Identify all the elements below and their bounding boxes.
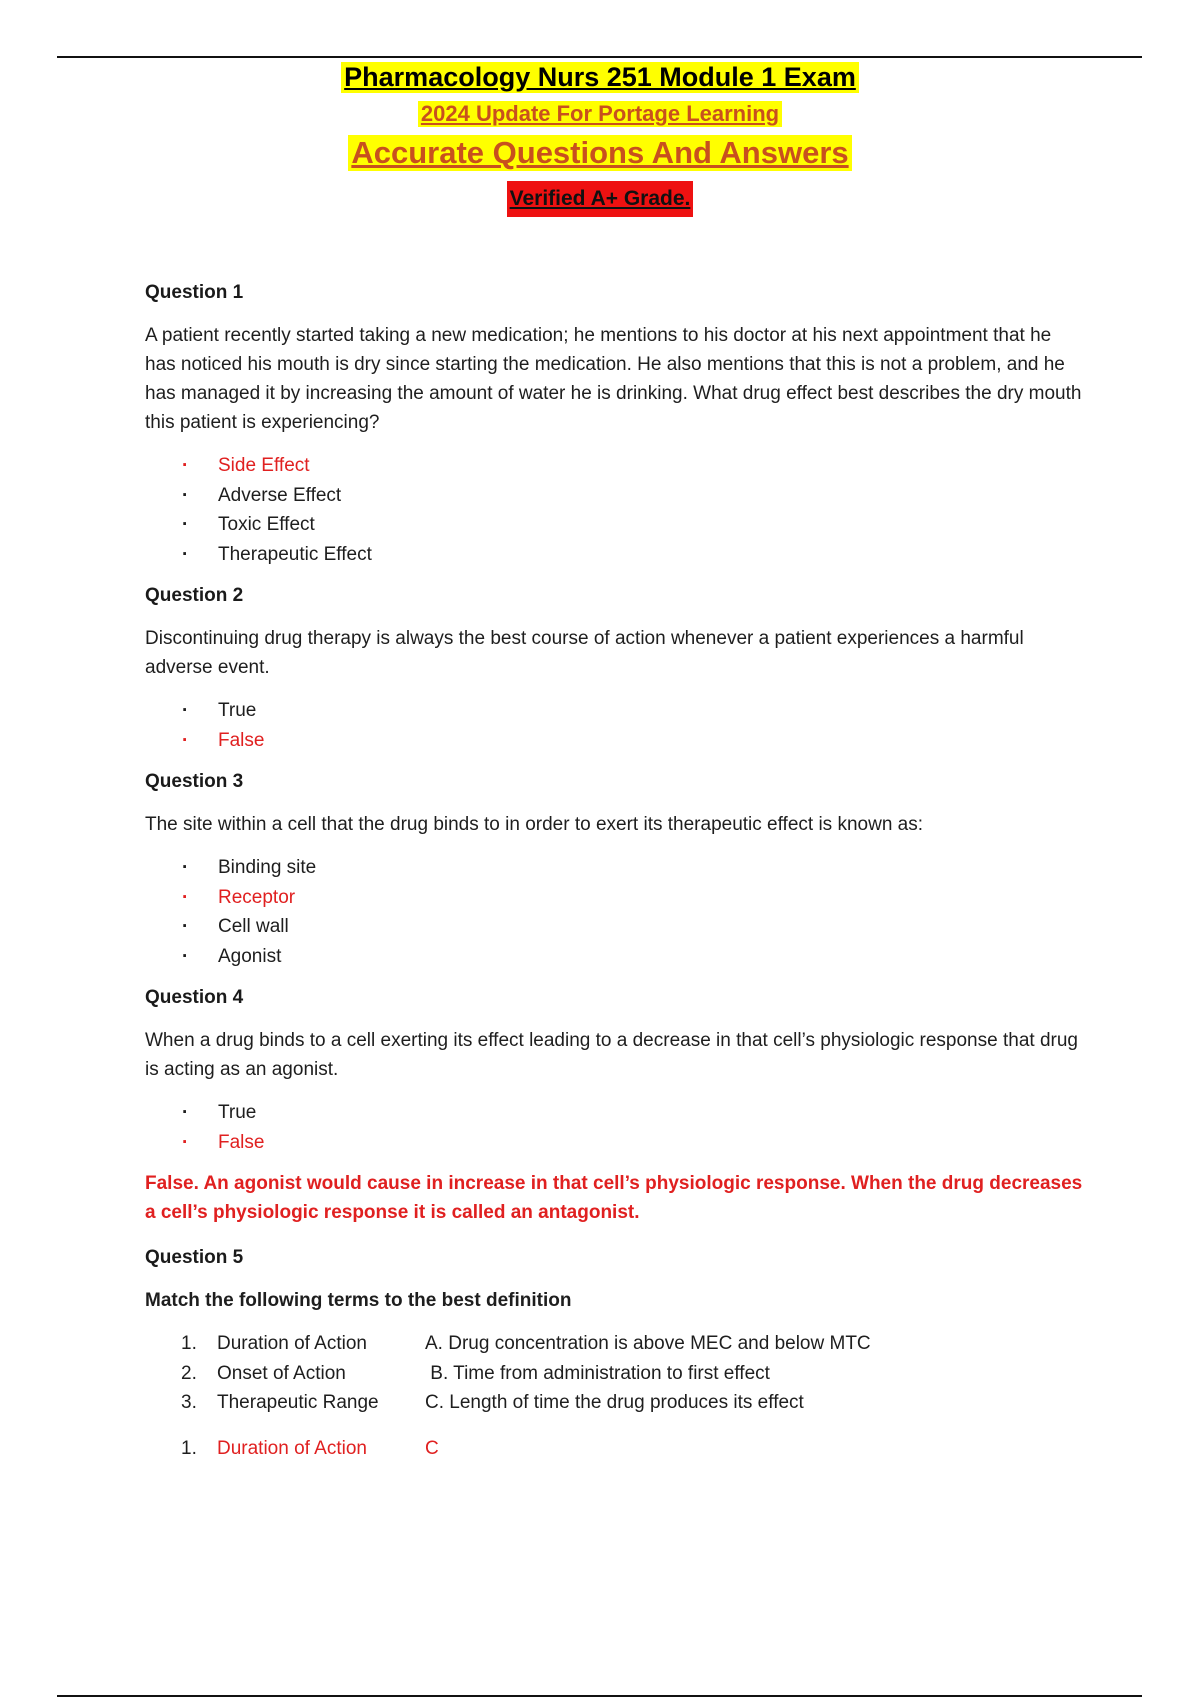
matching-answer (181, 1434, 1085, 1463)
option-correct: · False (145, 1128, 1085, 1158)
row-number: 3. (181, 1392, 197, 1413)
question-1-title: Question 1 (145, 282, 244, 303)
row-definition: B. Time from administration to first effect (425, 1362, 770, 1384)
answer-term: Duration of Action (217, 1437, 367, 1459)
question-1-text: A patient recently started taking a new medication; he mentions to his doctor at his next appointment that he has noticed his mouth is dry since starting the medication. He also mentions that this is not a problem, and he has managed it by increasing the amount of water he is drinking. What drug effect best describes the dry mouth this patient is experiencing? (145, 325, 1082, 433)
document-tagline: Accurate Questions And Answers (348, 135, 851, 171)
option: · Cell wall (145, 912, 1085, 942)
option-correct: · Side Effect (145, 451, 1085, 481)
bottom-rule (57, 1695, 1142, 1697)
matching-row (181, 1329, 871, 1359)
row-number: 1. (181, 1333, 197, 1354)
question-4-title: Question 4 (145, 987, 244, 1008)
document-subtitle: 2024 Update For Portage Learning (418, 101, 782, 127)
row-definition: A. Drug concentration is above MEC and below MTC (425, 1333, 871, 1354)
option: · Binding site (145, 853, 1085, 883)
top-rule (57, 56, 1142, 58)
row-term: Therapeutic Range (217, 1392, 379, 1413)
option: · Adverse Effect (145, 481, 1085, 511)
matching-table (181, 1329, 871, 1418)
question-3-options (145, 853, 1085, 971)
document-title: Pharmacology Nurs 251 Module 1 Exam (341, 62, 859, 93)
option: · Therapeutic Effect (145, 540, 1085, 570)
matching-row (181, 1388, 871, 1418)
row-term: Onset of Action (217, 1362, 346, 1384)
question-4-explanation: False. An agonist would cause in increase in that cell’s physiologic response. When the drug decreases a cell’s physiologic response it is called an antagonist. (145, 1173, 1083, 1223)
question-list (145, 278, 1085, 1463)
row-definition: C. Length of time the drug produces its effect (425, 1392, 804, 1413)
option: · True (145, 1098, 1085, 1128)
row-number: 2. (181, 1362, 197, 1384)
question-2-text: Discontinuing drug therapy is always the best course of action whenever a patient experiences a harmful adverse event. (145, 628, 1024, 678)
document-header (0, 60, 1200, 217)
question-2-options (145, 696, 1085, 755)
option: · Toxic Effect (145, 510, 1085, 540)
question-5-instruction: Match the following terms to the best definition (145, 1290, 572, 1311)
question-2-title: Question 2 (145, 585, 244, 606)
answer-letter: C (425, 1437, 439, 1459)
option: · True (145, 696, 1085, 726)
question-1-options (145, 451, 1085, 569)
row-term: Duration of Action (217, 1333, 367, 1354)
question-4-options (145, 1098, 1085, 1157)
option-correct: · Receptor (145, 883, 1085, 913)
option: · Agonist (145, 942, 1085, 972)
question-3-title: Question 3 (145, 771, 244, 792)
question-3-text: The site within a cell that the drug binds to in order to exert its therapeutic effect is known as: (145, 814, 924, 835)
grade-badge: Verified A+ Grade. (507, 181, 694, 217)
question-5-title: Question 5 (145, 1247, 244, 1268)
matching-row (181, 1359, 871, 1389)
option-correct: · False (145, 726, 1085, 756)
question-4-text: When a drug binds to a cell exerting its effect leading to a decrease in that cell’s physiologic response that drug is acting as an agonist. (145, 1030, 1078, 1080)
answer-number: 1. (181, 1437, 197, 1459)
